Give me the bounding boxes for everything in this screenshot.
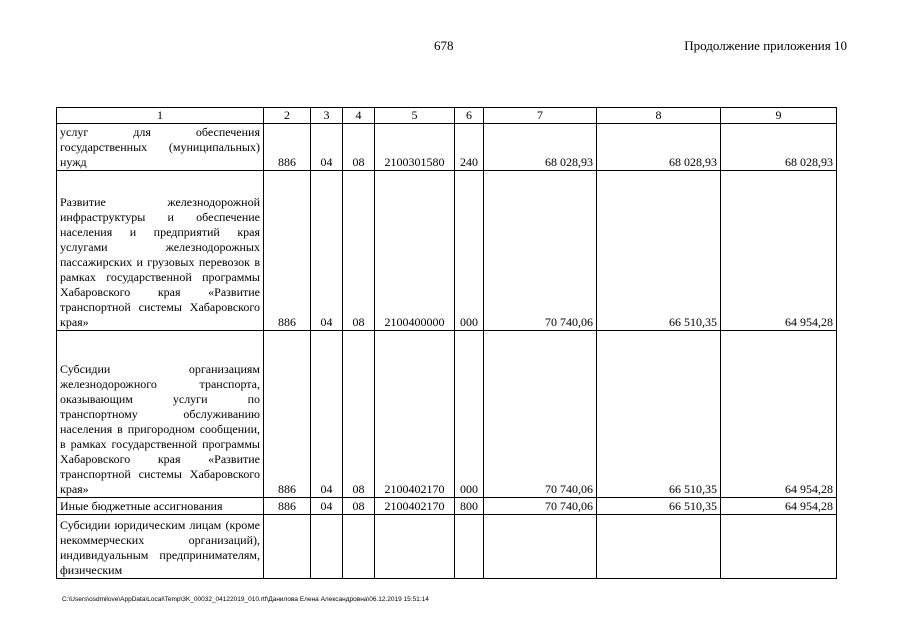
table-row xyxy=(57,515,837,579)
cell-amount-7 xyxy=(484,515,597,579)
row-description: услуг для обеспечения государственных (муниципальных) нужд xyxy=(57,124,264,171)
table-row xyxy=(57,171,837,331)
column-header: 3 xyxy=(311,108,343,124)
cell-amount-9: 68 028,93 xyxy=(721,124,837,171)
cell-ministry-code xyxy=(264,515,311,579)
column-header: 5 xyxy=(375,108,455,124)
column-header: 9 xyxy=(721,108,837,124)
cell-subsection: 08 xyxy=(343,171,375,331)
row-description: Субсидии юридическим лицам (кроме некоммерческих организаций), индивидуальным предпринимателям, физическим xyxy=(57,515,264,579)
cell-amount-8: 68 028,93 xyxy=(597,124,721,171)
cell-ministry-code: 886 xyxy=(264,124,311,171)
file-path-footer: C:\Users\osdmilove\AppData\Local\Temp\3K_00032_04122019_010.rtf\Данилова Елена Александровна\06.12.2019 15:51:14 xyxy=(62,596,429,603)
cell-amount-9: 64 954,28 xyxy=(721,331,837,498)
cell-target-article: 2100402170 xyxy=(375,331,455,498)
cell-subsection xyxy=(343,515,375,579)
row-description: Развитие железнодорожной инфраструктуры и обеспечение населения и предприятий края услугами железнодорожных пассажирских и грузовых перевозок в рамках государственной программы Хабаровского края «Развитие транспортной системы Хабаровского края» xyxy=(57,171,264,331)
row-description: Иные бюджетные ассигнования xyxy=(57,498,264,515)
cell-amount-9 xyxy=(721,515,837,579)
cell-target-article: 2100301580 xyxy=(375,124,455,171)
cell-target-article: 2100400000 xyxy=(375,171,455,331)
cell-section xyxy=(311,515,343,579)
cell-amount-7: 70 740,06 xyxy=(484,331,597,498)
cell-amount-9: 64 954,28 xyxy=(721,171,837,331)
row-description: Субсидии организациям железнодорожного транспорта, оказывающим услуги по транспортному обслуживанию населения в пригородном сообщении, в рамках государственной программы Хабаровского края «Развитие транспортной системы Хабаровского края» xyxy=(57,331,264,498)
cell-amount-7: 70 740,06 xyxy=(484,171,597,331)
column-number-row xyxy=(57,108,837,124)
cell-section: 04 xyxy=(311,498,343,515)
cell-subsection: 08 xyxy=(343,498,375,515)
appendix-caption: Продолжение приложения 10 xyxy=(684,38,847,53)
cell-amount-8: 66 510,35 xyxy=(597,331,721,498)
budget-table xyxy=(56,107,837,579)
cell-subsection: 08 xyxy=(343,124,375,171)
column-header: 2 xyxy=(264,108,311,124)
cell-amount-7: 70 740,06 xyxy=(484,498,597,515)
cell-expense-type: 240 xyxy=(455,124,484,171)
table-row xyxy=(57,498,837,515)
cell-amount-8: 66 510,35 xyxy=(597,171,721,331)
table-row xyxy=(57,331,837,498)
column-header: 1 xyxy=(57,108,264,124)
cell-section: 04 xyxy=(311,171,343,331)
column-header: 7 xyxy=(484,108,597,124)
cell-expense-type: 000 xyxy=(455,171,484,331)
column-header: 8 xyxy=(597,108,721,124)
column-header: 4 xyxy=(343,108,375,124)
cell-ministry-code: 886 xyxy=(264,498,311,515)
table-row xyxy=(57,124,837,171)
cell-amount-8 xyxy=(597,515,721,579)
cell-amount-8: 66 510,35 xyxy=(597,498,721,515)
page-number: 678 xyxy=(434,38,454,53)
cell-subsection: 08 xyxy=(343,331,375,498)
cell-ministry-code: 886 xyxy=(264,331,311,498)
column-header: 6 xyxy=(455,108,484,124)
cell-expense-type: 800 xyxy=(455,498,484,515)
cell-section: 04 xyxy=(311,124,343,171)
cell-section: 04 xyxy=(311,331,343,498)
cell-expense-type: 000 xyxy=(455,331,484,498)
cell-amount-9: 64 954,28 xyxy=(721,498,837,515)
cell-target-article: 2100402170 xyxy=(375,498,455,515)
cell-ministry-code: 886 xyxy=(264,171,311,331)
cell-target-article xyxy=(375,515,455,579)
cell-amount-7: 68 028,93 xyxy=(484,124,597,171)
cell-expense-type xyxy=(455,515,484,579)
